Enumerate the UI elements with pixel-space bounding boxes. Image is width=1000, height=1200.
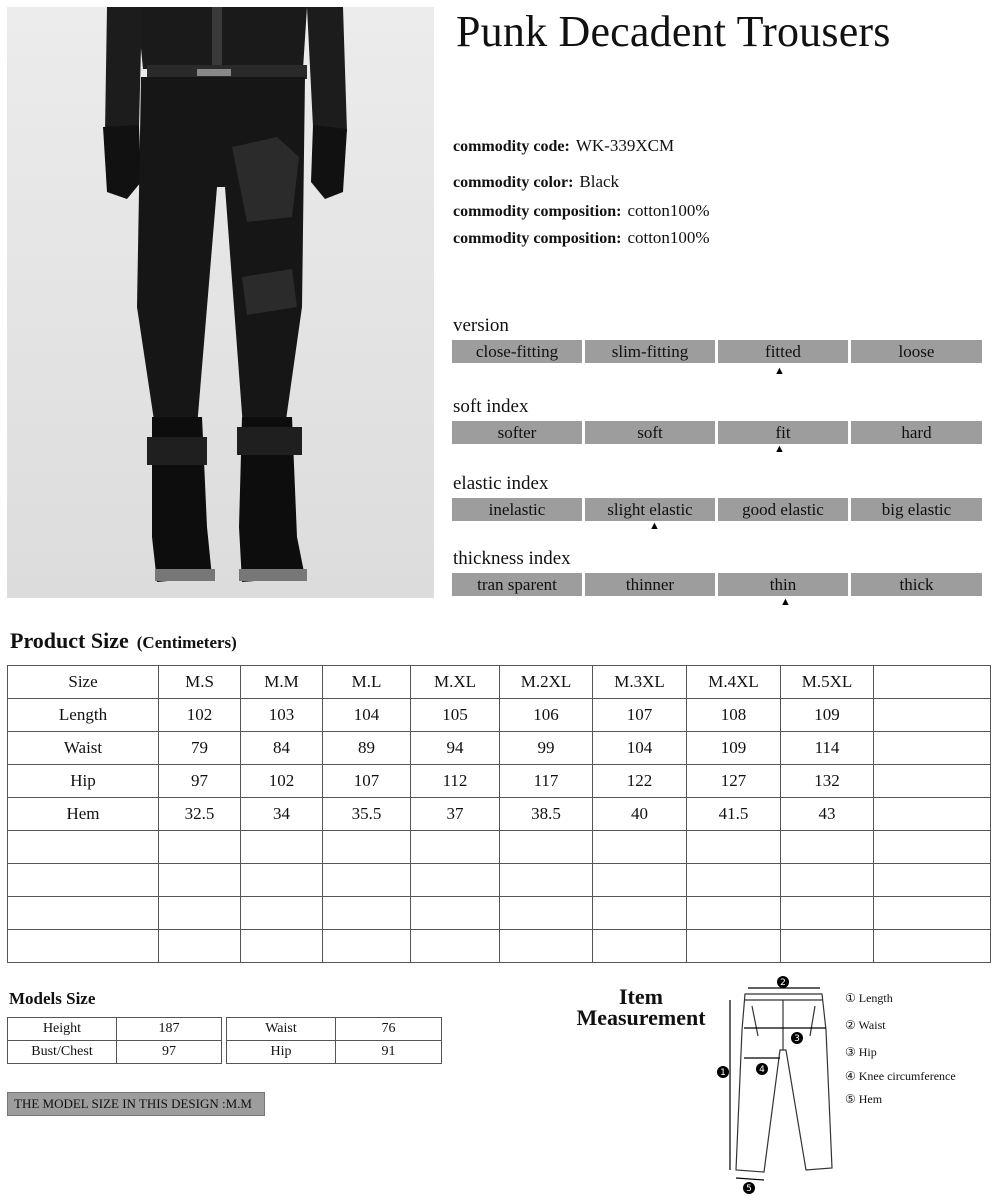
scale-option: hard [851,421,982,444]
size-table-cell [874,765,991,798]
size-table-cell: 40 [593,798,687,831]
thickness-index-scale [452,573,982,596]
spec-commodity-composition-2 [453,228,710,248]
size-table-cell [500,831,593,864]
spec-key: commodity composition: [453,203,622,220]
size-table-header-cell: M.2XL [500,666,593,699]
size-table-cell: Length [8,699,159,732]
size-table-cell [241,831,323,864]
size-table-cell [593,930,687,963]
size-table-cell: 38.5 [500,798,593,831]
size-table-cell: 117 [500,765,593,798]
product-size-unit: (Centimeters) [136,633,237,652]
size-table-cell: 106 [500,699,593,732]
size-table-cell: 122 [593,765,687,798]
product-size-heading [10,628,237,654]
marker-2: 2 [780,978,786,988]
model-label: Height [8,1018,117,1041]
legend-hip: ③ Hip [845,1045,877,1059]
size-table-cell [411,930,500,963]
size-table-cell: 102 [241,765,323,798]
size-table-cell: 108 [687,699,781,732]
size-table-cell [874,732,991,765]
models-size-title: Models Size [9,989,96,1008]
size-table-cell: 43 [781,798,874,831]
size-table-cell [781,930,874,963]
size-table-header-cell: M.M [241,666,323,699]
model-value: 76 [336,1018,442,1041]
version-label: version [453,315,509,336]
table-row [8,930,991,963]
elastic-index-scale [452,498,982,521]
table-row [8,897,991,930]
size-table-cell [159,864,241,897]
size-table-cell [241,930,323,963]
version-marker-icon: ▲ [774,365,785,377]
spec-value: WK-339XCM [575,136,675,155]
marker-4: 4 [759,1065,765,1075]
models-table-right [226,1017,442,1064]
elastic-index-marker-icon: ▲ [649,520,660,532]
item-measurement-title [560,986,722,1028]
size-table-cell [687,831,781,864]
size-table-cell: 37 [411,798,500,831]
size-table-cell [874,897,991,930]
legend-knee-circumference: ④ Knee circumference [845,1069,956,1083]
size-table-cell [159,831,241,864]
size-table-cell [8,831,159,864]
spec-commodity-code [453,136,674,156]
size-table-cell: 35.5 [323,798,411,831]
size-table-header-cell: M.S [159,666,241,699]
scale-option: thinner [585,573,715,596]
size-table-cell [593,864,687,897]
item-measurement-title-line2: Measurement [576,1005,706,1030]
model-label: Waist [227,1018,336,1041]
size-table-cell [323,831,411,864]
size-table-cell: 97 [159,765,241,798]
table-row [8,864,991,897]
size-table-cell: 109 [781,699,874,732]
size-table-cell [687,897,781,930]
scale-option: softer [452,421,582,444]
size-table-cell: 114 [781,732,874,765]
spec-value: Black [579,172,620,191]
size-table-cell: 41.5 [687,798,781,831]
size-table-cell [411,864,500,897]
size-table-cell [411,831,500,864]
size-table-cell: 99 [500,732,593,765]
model-label: Hip [227,1041,336,1064]
size-table-cell: 94 [411,732,500,765]
model-value: 91 [336,1041,442,1064]
size-table-header-row [8,666,991,699]
marker-3: 3 [794,1034,800,1044]
scale-option: thick [851,573,982,596]
size-table-cell [323,864,411,897]
thickness-index-marker-icon: ▲ [780,596,791,608]
table-row [8,1041,222,1064]
table-row [8,699,991,732]
scale-option: good elastic [718,498,848,521]
size-table-cell [323,930,411,963]
size-table-cell [687,864,781,897]
legend-waist: ② Waist [845,1018,886,1032]
scale-option: close-fitting [452,340,582,363]
thickness-index-label: thickness index [453,548,571,569]
model-size-note: THE MODEL SIZE IN THIS DESIGN :M.M [7,1092,265,1116]
size-table-cell [874,831,991,864]
spec-value: cotton100% [627,201,710,220]
model-value: 97 [117,1041,222,1064]
size-table-header-cell: M.L [323,666,411,699]
spec-key: commodity color: [453,174,574,191]
spec-commodity-color [453,172,619,192]
legend-length: ① Length [845,991,893,1005]
spec-key: commodity composition: [453,230,622,247]
size-table-header-cell: M.XL [411,666,500,699]
spec-value: cotton100% [627,228,710,247]
trousers-diagram-icon [700,970,840,1196]
size-table-cell: 34 [241,798,323,831]
size-table-header-cell: M.3XL [593,666,687,699]
size-table-cell: Hem [8,798,159,831]
size-table-cell: Waist [8,732,159,765]
size-table-cell [874,864,991,897]
marker-1: 1 [720,1068,726,1078]
size-table-cell [500,930,593,963]
product-size-title: Product Size [10,628,129,653]
size-table-header-cell [874,666,991,699]
size-table-header-cell: Size [8,666,159,699]
size-table-cell [687,930,781,963]
scale-option: thin [718,573,848,596]
scale-option: loose [851,340,982,363]
product-photo [7,7,434,598]
size-table-cell: 105 [411,699,500,732]
size-table-header-cell: M.5XL [781,666,874,699]
scale-option: soft [585,421,715,444]
table-row [8,765,991,798]
table-row [8,831,991,864]
size-table-cell [874,930,991,963]
size-table-cell [874,798,991,831]
table-row [227,1018,442,1041]
size-table-cell [411,897,500,930]
size-table-cell: 107 [593,699,687,732]
model-label: Bust/Chest [8,1041,117,1064]
model-value: 187 [117,1018,222,1041]
size-table-cell [781,897,874,930]
size-table-cell [159,930,241,963]
size-table-cell: 107 [323,765,411,798]
scale-option: tran sparent [452,573,582,596]
size-table-cell [593,897,687,930]
size-table-cell [241,897,323,930]
table-row [8,732,991,765]
size-table-header-cell: M.4XL [687,666,781,699]
table-row [8,1018,222,1041]
elastic-index-label: elastic index [453,473,549,494]
scale-option: big elastic [851,498,982,521]
size-table-cell [593,831,687,864]
size-table-cell: Hip [8,765,159,798]
size-table-cell: 109 [687,732,781,765]
size-table-cell [781,864,874,897]
scale-option: inelastic [452,498,582,521]
size-table-cell: 89 [323,732,411,765]
size-table-cell: 104 [323,699,411,732]
scale-option: slight elastic [585,498,715,521]
size-table-cell: 132 [781,765,874,798]
size-table-cell [241,864,323,897]
soft-index-scale [452,421,982,444]
size-table-cell [159,897,241,930]
size-table-cell [874,699,991,732]
size-table-cell [8,930,159,963]
item-measurement-title-line1: Item [619,984,663,1009]
soft-index-label: soft index [453,396,529,417]
marker-5: 5 [746,1184,752,1194]
models-table-left [7,1017,222,1064]
size-table-cell: 127 [687,765,781,798]
product-title: Punk Decadent Trousers [456,7,891,56]
size-table-cell [8,864,159,897]
spec-commodity-composition [453,201,710,221]
scale-option: fitted [718,340,848,363]
size-table-cell [500,897,593,930]
size-table-cell: 79 [159,732,241,765]
soft-index-marker-icon: ▲ [774,443,785,455]
legend-hem: ⑤ Hem [845,1092,883,1106]
size-table-cell: 32.5 [159,798,241,831]
size-table-cell: 112 [411,765,500,798]
size-table-cell: 103 [241,699,323,732]
table-row [8,798,991,831]
version-scale [452,340,982,363]
scale-option: fit [718,421,848,444]
size-table-cell: 84 [241,732,323,765]
size-table-cell [323,897,411,930]
table-row [227,1041,442,1064]
size-table-cell [500,864,593,897]
size-table-cell: 102 [159,699,241,732]
size-table-cell: 104 [593,732,687,765]
size-table-cell [8,897,159,930]
size-table [7,665,991,963]
size-table-cell [781,831,874,864]
scale-option: slim-fitting [585,340,715,363]
spec-key: commodity code: [453,138,570,155]
